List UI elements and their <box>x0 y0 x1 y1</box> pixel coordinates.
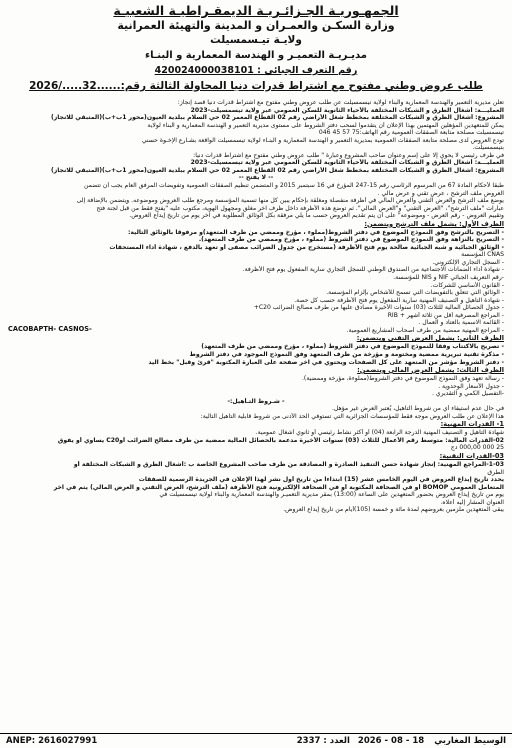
text-line: الطرق <box>487 468 504 476</box>
issue-date: 18 - 08 - 2026 <box>357 736 425 746</box>
text-line: يوم من تاريخ إيداع العروض بحضور المتعهدين على الساعة (13:00) بمقر مديرية التعميـر والهندسة المعمارية والبناء لولاية تيسمسيلت في <box>159 491 504 499</box>
text-line: 25 000 000,00 دج <box>450 444 504 452</box>
text-line: - جدول الأسعار الوحدوية . <box>438 382 504 390</box>
section-heading: الظرف الثاني: يشمل العرض التقني ويتضمن: <box>356 334 504 343</box>
text-line: - التصريح بالنزاهة وفق النموذج الموضوع في دفتر الشروط (مملوء ، مؤرخ وممضي من طرف المتعهد). <box>198 236 504 244</box>
text-line: 1-03-المراجع المهنية: إنجاز شهادة حسن التنفيذ الصادرة و المصادقة من طرف صاحب المشروع الخاصة ب :أشغال الطرق و الشبكات المختلفة أو <box>73 460 504 468</box>
text-line: العنوان المشار إليه أعلاه. <box>440 498 504 506</box>
issue-value: 2337 <box>296 736 321 746</box>
text-line: - السجل التجاري الإلكتروني. <box>432 258 504 266</box>
ministry-name: وزارة السكـن والعمـران و المدينة والتهيئة العمرانية <box>117 19 395 32</box>
text-line: شهادة التأهيل و التصنيف المهنية الدرجة الرابعة (04) أو أكثر نشاط رئيسي أو ثانوي أشغال عمومية. <box>255 429 504 437</box>
text-line: تيسمسيلت مصلحة متابعة الصفقات العمومية رقم الهاتف:75 57 45 046 <box>318 129 504 137</box>
text-line: يحدد تاريخ إيداع العروض في اليوم الخامس عشر (15) ابتداءا من تاريخ أول نشر لهذا الإعلان في الجريدة الرسمية للصفقات <box>138 476 504 484</box>
text-line: المشروع: أشغال الطرق و الشبكات المختلفة بمخطط شغل الأراضي رقم 02 القطاع المعمر 02 حي السلام ببلدية العيون(محور 1ب+ب)(المتبقي للانجاز) <box>50 166 504 174</box>
text-line: CNAS المؤسسة <box>461 251 504 259</box>
section-heading: الظرف الثالث: يشمل العرض المالي ويتضمن: <box>357 366 504 375</box>
text-line: - القانون الأساسي للشركات. <box>430 281 504 289</box>
text-line: طبقا لأحكام المادة 67 من المرسوم الرئاسي رقم 15-247 المؤرخ في 16 سبتمبر 2015 و المتضمن تنظيم الصفقات العمومية وتفويضات المرفق العام يجب أن تتضمن <box>83 182 504 190</box>
text-line: -التفصيل الكمي و التقديري . <box>431 390 504 398</box>
newspaper-footer <box>0 733 512 748</box>
text-line: - دفتر الشروط مؤشر من المتعهد على كل الصفحات ويحتوي في آخر صفحة على العبارة المكتوبة "قرئ وقبل" بخط اليد <box>148 358 504 366</box>
text-line: - المراجع المصرفية أقل من ثلاثة أشهر + RIB <box>387 311 504 319</box>
text-line: - المراجع المهنية ممضية من طرف أصحاب المشاريع العمومية. <box>346 326 504 334</box>
text-line: هذا الإعلان عن طلب العروض موجه فقط للمؤسسات الجزائرية التي تستوفي الحد الأدنى من شروط قابلية التأهيل التالية: <box>200 412 504 420</box>
text-line: تودع العروض لدى مصلحة متابعة الصفقات العمومية بمديرية التعمير و الهندسة المعمارية و البنـاء لولاية تيسمسيلت الواقعة بشـارع الإخـوة حسني <box>141 136 504 144</box>
fiscal-id-label: رقم التعرف الجبائي : <box>257 65 358 76</box>
announcement-body <box>0 94 512 514</box>
text-line: يمكن للمتعهدين المؤهلين المهتمين بهذا الإعلان أن يتقدموا لسحب دفتر الشروط على مستوى مديرية التعمير و الهندسة المعمارية و البناء لولاية <box>147 121 504 129</box>
text-line: - شهادة أداء الضمانات الاجتماعية من الصندوق الوطني للسجل التجاري سارية المفعول يوم فتح الأظرفة. <box>242 266 504 274</box>
casnos-codes: CACOBAPTH- CASNOS- <box>8 325 92 333</box>
announcement-header <box>0 0 512 94</box>
section-heading: 1- القدرات المهنية: <box>440 420 504 429</box>
text-line: - شهادة التأهيل و التصنيف المهنية سارية المفعول يوم فتح الأظرفة حسب كل حصة. <box>294 296 504 304</box>
text-line: عبارات "ملف الترشح"، "العرض التقني" و"العرض المالي". ثم توضع هذه الأظرفة داخل ظرف آخر مغلق ومجهول الهوية، مكتوب عليه "يفتح فقط من قبل لجنة فتح <box>96 204 504 212</box>
text-line: 02-القدرات المالية: متوسط رقم الأعمال للثلاث (03) سنوات الأخيرة مدعمة بالحصائل المالية ممضية من طرف مصالح الضرائب أوC20 يساوي أو يفوق <box>57 436 504 444</box>
text-line: - الوثائق التي تتعلق بالتفويضات التي تسمح للأشخاص بإلزام المؤسسة. <box>326 289 504 297</box>
directorate-name: مديـريـة التعميـر و الهندسة المعمارية و البنـاء <box>145 50 367 61</box>
text-line: - مذكرة تقنية تبريرية ممضية ومختومة و مؤرخة من طرف المتعهد وفق النموذج الموجود في دفتر الشروط <box>189 350 504 358</box>
text-line: العروض ملف الترشح ، عرض تقني و عرض مالي . <box>377 189 504 197</box>
issue-number <box>297 736 358 746</box>
newspaper-name: الوسيط المغاربي <box>434 736 506 746</box>
text-line: -- لا يفتح -- <box>238 174 274 182</box>
text-line: العمليـــة: أشغال الطرق و الشبكات المختلفة بالأحياء الثانوية للسكن العمومي عبر ولاية تيسمسيلت-2023 <box>190 159 504 167</box>
text-line: في ظرف رئيسي لا يحوي إلا على إسم وعنوان صاحب المشروع وعبارة " طلب عروض وطني مفتوح مع اشتراط قدرات دنيا: <box>193 151 504 159</box>
text-line: - التصريح بالترشح وفق النموذج الموضوع في دفتر الشروط(مملوء ، مؤرخ وممضي من طرف المتعهد)و مرفوقا بالوثائق التالية: <box>127 228 504 236</box>
section-heading: 03-القدرات التقنية: <box>439 451 504 460</box>
announcement-title: طلب عروض وطني مفتوح مع اشتراط قدرات دنيا المحاولة الثالثة رقم:......32...../2026 <box>29 80 483 92</box>
section-heading: الظرف الأول: يشمل ملف الترشح ويتضمن: <box>364 219 504 228</box>
text-line: - شـروط التـأهيل:- <box>227 397 285 405</box>
text-line: - الوثائق الجبائية و شبه الجبائية صالحة يوم فتح الأظرفة (مستخرج من جدول الضرائب مصفى أو تعهد بالدفع ، شهادة أداء المستحقات <box>109 243 504 251</box>
text-line: تعلن مديرية التعمير والهندسة المعمارية والبناء لولاية تيسمسيلت عن طلب عروض وطني مفتوح مع اشتراط قدرات دنيا قصد إنجاز: <box>177 99 504 106</box>
text-line: - تصريح بالاكتتاب وفقا للنموذج الموضوع في دفتر الشروط (مملوء ، مؤرخ وممضي من طرف المتعهد) <box>201 343 504 351</box>
wilaya-name: ولايـة تيـسمسيلت <box>210 34 302 46</box>
text-line: المتعامل العمومي BOMOP أو في الصحافة المكتوبة أو في الصحافة الإلكترونية فتح الأظرفة (ملف الترشح، العرض التقني و العرض المالي) يتم في آخر <box>53 483 504 491</box>
text-line: - رسالة تعهد وفق النموذج الموضوع في دفتر الشروط(مملوءة، مؤرخة وممضية). <box>302 375 504 383</box>
text-line: -رقم التعريف الجبائي NIF و NIS للمؤسسة. <box>393 274 504 282</box>
text-line: وتقييم العروض - رقم العرض - وموضوعه" على أن يتم تقديم العروض حسب ما يلي مرفقة بكل الوثائق المطلوبة في آخر يوم من تاريخ إيداع العروض. <box>129 212 504 220</box>
text-line: يوضع ملف الترشح والعرض التقني والعرض المالي في أظرفة منفصلة ومغلقة بإحكام يبين كل منها تسمية المؤسسة ومرجع طلب العروض وموضوعه. ويتضمن بالإضافة إلى <box>76 197 504 205</box>
text-line: - القائمة الاسمية بالعتاد و العمال . <box>418 319 504 327</box>
republic-title: الجمهـوريـة الجـزائـريـة الديمقـراطيـة الشعبيـة <box>113 3 399 18</box>
fiscal-id-line <box>0 63 512 78</box>
fiscal-id-value: 420024000038101 <box>154 65 254 76</box>
anep-code: ANEP: 2616027991 <box>6 736 98 746</box>
text-line: العمليـــة: أشغال الطرق و الشبكات المختلفة بالأحياء الثانوية للسكن العمومي عبر ولاية تيسمسيلت-2023 <box>190 106 504 114</box>
issue-label: العدد : <box>323 736 350 746</box>
text-line: في حال عدم استيفاء أي من شروط التأهيل، يُعتبر العرض غير مؤهل. <box>332 405 504 413</box>
text-line: المشروع: أشغال الطرق و الشبكات المختلفة بمخطط شغل الأراضي رقم 02 القطاع المعمر 02 حي السلام ببلدية العيون(محور 1ب+ب)(المتبقي للانجاز) <box>50 114 504 122</box>
text-line: - جدول الحصائل المالية للثلاث (03) سنوات الأخيرة مصادق عليها من طرف مصالح الضرائب C20+ <box>253 304 504 312</box>
text-line: يبقى المتعهدين ملزمين بعروضهم لمدة مائة و خمسة (105)أيام من تاريخ إيداع العروض. <box>283 506 504 514</box>
text-line: بتيسمسيلت. <box>472 144 504 152</box>
